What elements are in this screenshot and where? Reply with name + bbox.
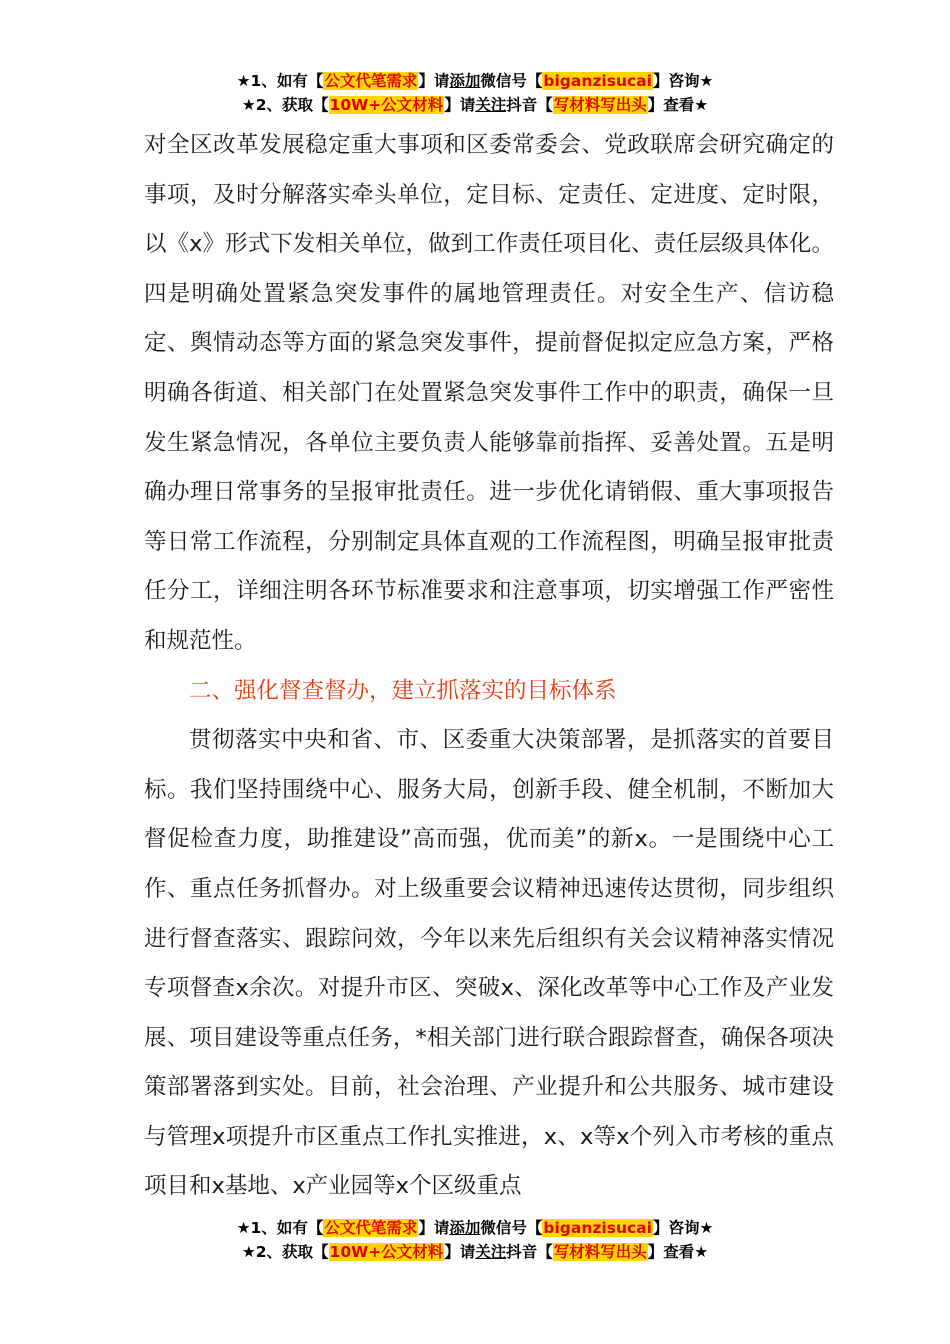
- banner-highlight: 写材料写出头: [553, 1243, 647, 1261]
- banner-line-1: [0, 69, 950, 93]
- banner-text: 】请: [444, 96, 476, 114]
- banner-line-2: [0, 1240, 950, 1264]
- banner-highlight: biganzisucai: [543, 72, 652, 90]
- banner-text: 】请: [418, 1219, 450, 1237]
- banner-text: 】查看★: [647, 1243, 709, 1261]
- banner-text: ★1、如有【: [236, 1219, 324, 1237]
- banner-highlight: 10W+公文材料: [329, 96, 444, 114]
- banner-highlight: 10W+公文材料: [329, 1243, 444, 1261]
- banner-highlight: biganzisucai: [543, 1219, 652, 1237]
- banner-highlight: 写材料写出头: [553, 96, 647, 114]
- banner-text: ★2、获取【: [241, 1243, 329, 1261]
- banner-text: 】请: [418, 72, 450, 90]
- paragraph: 贯彻落实中央和省、市、区委重大决策部署，是抓落实的首要目标。我们坚持围绕中心、服务大局，创新手段、健全机制，不断加大督促检查力度，助推建设”高而强，优而美”的新x。一是围绕中心工作、重点任务抓督办。对上级重要会议精神迅速传达贯彻，同步组织进行督查落实、跟踪问效，今年以来先后组织有关会议精神落实情况专项督查x余次。对提升市区、突破x、深化改革等中心工作及产业发展、项目建设等重点任务，*相关部门进行联合跟踪督查，确保各项决策部署落到实处。目前，社会治理、产业提升和公共服务、城市建设与管理x项提升市区重点工作扎实推进，x、x等x个列入市考核的重点项目和x基地、x产业园等x个区级重点: [144, 727, 834, 1200]
- banner-text: 微信号【: [480, 1219, 543, 1237]
- banner-line-1: [0, 1216, 950, 1240]
- banner-underlined-text: 关注: [475, 1243, 507, 1261]
- banner-text: 】查看★: [647, 96, 709, 114]
- banner-underlined-text: 关注: [475, 96, 507, 114]
- banner-underlined-text: 添加: [449, 72, 481, 90]
- section-heading: 二、强化督查督办，建立抓落实的目标体系: [189, 677, 617, 704]
- document-body: [144, 121, 834, 1212]
- banner-text: ★1、如有【: [236, 72, 324, 90]
- banner-text: 抖音【: [506, 96, 553, 114]
- banner-text: ★2、获取【: [241, 96, 329, 114]
- banner-highlight: 公文代笔需求: [324, 72, 418, 90]
- banner-text: 】请: [444, 1243, 476, 1261]
- paragraph-continued: 对全区改革发展稳定重大事项和区委常委会、党政联席会研究确定的事项，及时分解落实牵头单位，定目标、定责任、定进度、定时限，以《x》形式下发相关单位，做到工作责任项目化、责任层级具体化。四是明确处置紧急突发事件的属地管理责任。对安全生产、信访稳定、舆情动态等方面的紧急突发事件，提前督促拟定应急方案，严格明确各街道、相关部门在处置紧急突发事件工作中的职责，确保一旦发生紧急情况，各单位主要负责人能够靠前指挥、妥善处置。五是明确办理日常事务的呈报审批责任。进一步优化请销假、重大事项报告等日常工作流程，分别制定具体直观的工作流程图，明确呈报审批责任分工，详细注明各环节标准要求和注意事项，切实增强工作严密性和规范性。: [144, 132, 834, 654]
- banner-line-2: [0, 93, 950, 117]
- banner-text: 抖音【: [506, 1243, 553, 1261]
- banner-highlight: 公文代笔需求: [324, 1219, 418, 1237]
- header-banner: [0, 69, 950, 117]
- banner-underlined-text: 添加: [449, 1219, 481, 1237]
- footer-banner: [0, 1216, 950, 1264]
- banner-text: 】咨询★: [652, 1219, 714, 1237]
- banner-text: 】咨询★: [652, 72, 714, 90]
- banner-text: 微信号【: [480, 72, 543, 90]
